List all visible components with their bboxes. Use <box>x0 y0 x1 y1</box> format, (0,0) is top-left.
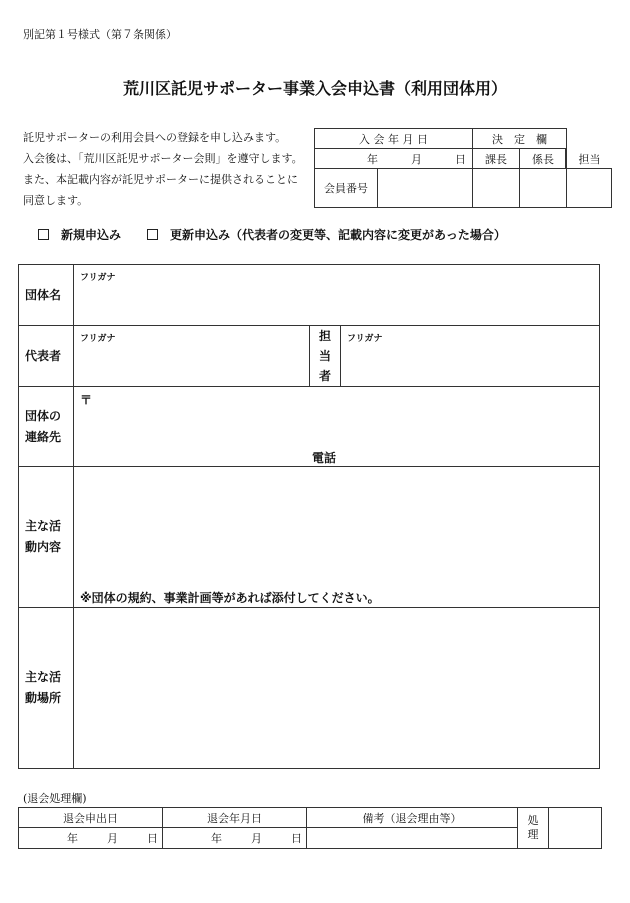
withdraw-date-header: 退会年月日 <box>163 808 307 828</box>
activity-place-field[interactable] <box>74 608 600 769</box>
activity-line-2: 動内容 <box>25 540 62 554</box>
org-name-furigana: フリガナ <box>80 273 116 283</box>
org-name-field[interactable] <box>74 265 600 326</box>
contact-person-char-3: 者 <box>318 369 331 383</box>
member-number-input[interactable] <box>378 169 472 207</box>
org-contact-label <box>19 387 74 467</box>
withdrawal-table <box>18 807 602 849</box>
withdraw-request-date-field[interactable] <box>19 828 163 849</box>
renew-application-checkbox[interactable] <box>147 229 158 240</box>
intro-line-2: 入会後は、「荒川区託児サポーター会則」を遵守します。 <box>23 152 303 165</box>
subsection-chief-stamp[interactable] <box>520 169 567 208</box>
month-label: 月 <box>411 152 422 166</box>
intro-line-3: また、本記載内容が託児サポーターに提供されることに <box>23 173 298 186</box>
attachment-note: ※団体の規約、事業計画等があれば添付してください。 <box>80 591 380 605</box>
contact-person-char-1: 担 <box>318 329 331 343</box>
intro-line-4: 同意します。 <box>23 194 89 207</box>
org-name-label: 団体名 <box>19 265 74 326</box>
activity-field[interactable] <box>74 467 600 608</box>
representative-furigana: フリガナ <box>80 334 116 344</box>
phone-label: 電話 <box>312 451 337 465</box>
activity-label <box>19 467 74 608</box>
member-number-label: 会員番号 <box>315 169 378 207</box>
activity-place-line-2: 動場所 <box>25 691 62 705</box>
org-contact-line-1: 団体の <box>25 408 62 423</box>
staff-stamp[interactable] <box>567 169 612 208</box>
withdraw-date-field[interactable] <box>163 828 307 849</box>
member-number-cell[interactable] <box>315 169 473 208</box>
intro-line-1: 託児サポーターの利用会員への登録を申し込みます。 <box>23 131 287 144</box>
section-chief-stamp[interactable] <box>473 169 520 208</box>
year-label: 年 <box>367 152 378 166</box>
contact-person-label <box>310 326 341 387</box>
withdraw-month: 月 <box>251 832 262 845</box>
contact-person-char-2: 当 <box>318 349 331 363</box>
process-char-2: 理 <box>527 828 539 841</box>
renew-application-label: 更新申込み（代表者の変更等、記載内容に変更があった場合） <box>170 228 506 242</box>
activity-line-1: 主な活 <box>25 519 62 533</box>
intro-text <box>23 127 303 211</box>
day-label: 日 <box>455 152 466 166</box>
withdraw-request-header: 退会申出日 <box>19 808 163 828</box>
page-title: 荒川区託児サポーター事業入会申込書（利用団体用） <box>122 79 507 98</box>
process-stamp[interactable] <box>549 808 602 849</box>
contact-person-furigana: フリガナ <box>347 334 383 344</box>
application-form <box>18 264 600 769</box>
renew-application-option[interactable] <box>147 226 506 243</box>
withdraw-year: 年 <box>211 832 222 845</box>
representative-label: 代表者 <box>19 326 74 387</box>
new-application-option[interactable] <box>38 226 121 243</box>
org-contact-line-2: 連絡先 <box>25 429 62 444</box>
activity-place-line-1: 主な活 <box>25 670 62 684</box>
staff-header: 担当 <box>565 149 613 169</box>
process-label <box>518 808 549 849</box>
org-contact-field[interactable] <box>74 387 600 467</box>
postal-mark: 〒 <box>80 393 93 407</box>
join-date-header: 入 会 年 月 日 <box>315 129 473 149</box>
subsection-chief-header: 係長 <box>520 149 567 169</box>
join-date-cell[interactable] <box>315 149 473 169</box>
representative-field[interactable] <box>74 326 310 387</box>
decision-header: 決 定 欄 <box>473 129 567 149</box>
withdraw-request-year: 年 <box>67 832 78 845</box>
form-number: 別記第１号様式（第７条関係） <box>23 28 177 41</box>
section-chief-header: 課長 <box>473 149 520 169</box>
remarks-header: 備考（退会理由等） <box>307 808 518 828</box>
contact-person-field[interactable] <box>341 326 600 387</box>
new-application-checkbox[interactable] <box>38 229 49 240</box>
remarks-field[interactable] <box>307 828 518 849</box>
withdraw-day: 日 <box>291 832 302 845</box>
withdrawal-section-label: (退会処理欄) <box>23 792 87 805</box>
withdraw-request-month: 月 <box>107 832 118 845</box>
withdraw-request-day: 日 <box>147 832 158 845</box>
new-application-label: 新規申込み <box>61 228 122 242</box>
activity-place-label <box>19 608 74 769</box>
process-char-1: 処 <box>527 814 539 827</box>
